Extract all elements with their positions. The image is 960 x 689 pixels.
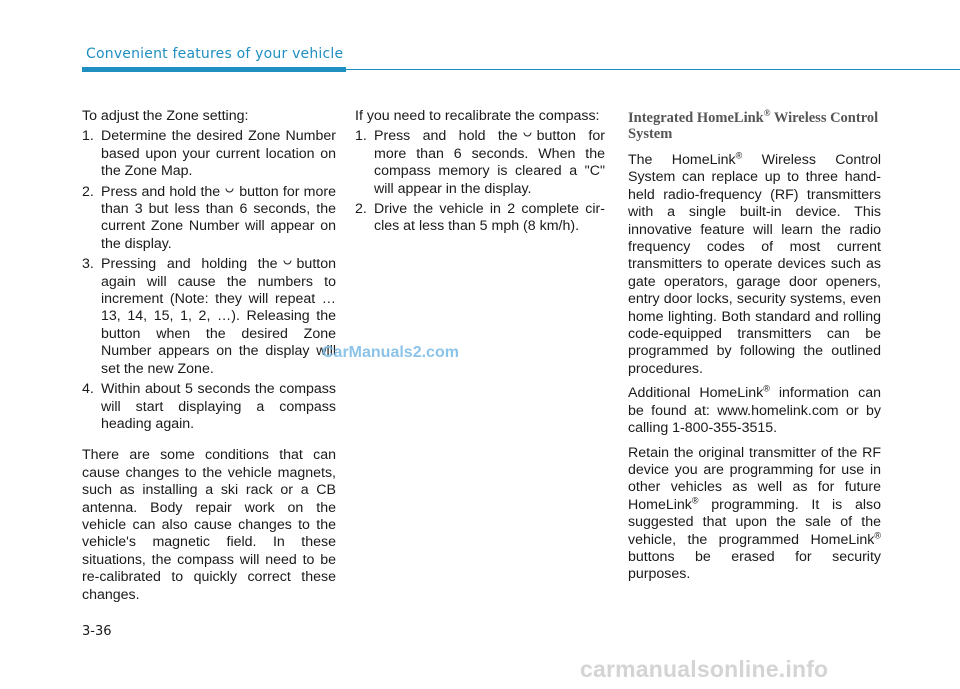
homelink-retain <box>628 445 881 584</box>
step-number: 4. <box>82 381 94 398</box>
step-text: Within about 5 seconds the compass will start displaying a compass heading again. <box>101 381 336 432</box>
column-left <box>82 108 336 611</box>
registered-mark: ® <box>763 108 771 119</box>
compass-button-icon <box>225 186 234 195</box>
section-title: Convenient features of your vehicle <box>86 46 344 62</box>
heading-text: Integrated HomeLink <box>628 110 764 126</box>
text: programming. It is also suggested that upon the sale of the vehicle, the programmed HomeLink <box>628 496 881 548</box>
list-item <box>355 128 605 198</box>
step-number: 2. <box>82 183 94 200</box>
column-right <box>628 108 881 591</box>
watermark-carmanuals2: CarManuals2.com <box>322 344 459 361</box>
compass-button-icon <box>283 258 292 267</box>
step-text: Press and hold the <box>374 128 518 145</box>
list-item <box>82 381 336 433</box>
zone-intro: To adjust the Zone setting: <box>82 108 249 124</box>
step-text: Drive the vehicle in 2 complete circles at less than 5 mph (8 km/h). <box>374 201 605 235</box>
header-rule <box>346 69 960 70</box>
list-item <box>82 184 336 254</box>
text: Retain the original transmitter of the RF device you are programming for use in other vehicles as well as for future HomeLink <box>628 444 881 513</box>
step-text: Determine the desired Zone Number based upon your current location on the Zone Map. <box>101 128 336 180</box>
registered-mark: ® <box>735 150 743 161</box>
text: Wireless Control System can replace up to three handheld radio-frequency (RF) transmitters with a single built-in device. This innovative feature will learn the radio frequency codes of most current transmitters to operate devices such as gate operators, garage door openers, entry door locks, security systems, even home lighting. Both standard and rolling code-equipped transmitters can be programmed by following the outlined procedures. <box>628 152 881 377</box>
column-middle <box>355 108 605 239</box>
step-text: Pressing and holding the <box>101 256 278 273</box>
text: buttons be erased for security purposes. <box>628 548 881 583</box>
zone-steps <box>82 128 336 433</box>
registered-mark: ® <box>763 383 770 394</box>
compass-button-icon <box>523 130 532 139</box>
heading-text: Wireless Control System <box>628 110 879 142</box>
homelink-description <box>628 152 881 378</box>
recalibrate-intro: If you need to recalibrate the compass: <box>355 108 600 124</box>
header-accent-bar <box>82 67 346 72</box>
list-item <box>82 256 336 378</box>
step-text: Press and hold the <box>101 183 221 200</box>
step-text: button for more than 3 but less than 6 seconds, the current Zone Number will appear on the display. <box>101 183 336 252</box>
magnetic-field-paragraph: There are some conditions that can cause changes to the vehicle magnets, such as installing a ski rack or a CB antenna. Body repair work on the vehicle can also cause changes to the vehicle's magnetic field. In these situations, the compass will need to be re-calibrated to quickly correct these changes. <box>82 447 336 603</box>
step-text: button for more than 6 seconds. When the compass memory is cleared a "C" will appear in the display. <box>374 128 605 197</box>
text: information can be found at: www.homelink.com or by calling 1-800-355-3515. <box>628 385 881 437</box>
page-number: 3-36 <box>82 624 112 639</box>
text: Additional HomeLink <box>628 385 764 402</box>
homelink-info <box>628 385 881 437</box>
list-item <box>82 128 336 180</box>
recalibrate-steps <box>355 128 605 235</box>
step-number: 2. <box>355 201 367 218</box>
step-number: 1. <box>355 128 367 145</box>
step-number: 1. <box>82 128 94 145</box>
text: The HomeLink <box>628 152 736 168</box>
step-text: button again will cause the numbers to increment (Note: they will repeat …13, 14, 15, 1, 2, …). Releasing the button when the desired Zone Number appears on the display will set the new Zone. <box>101 256 336 377</box>
watermark-carmanualsonline: carmanualsonline.info <box>580 656 829 682</box>
registered-mark: ® <box>691 494 699 505</box>
registered-mark: ® <box>874 529 881 540</box>
homelink-heading <box>628 110 881 142</box>
step-number: 3. <box>82 256 94 273</box>
list-item <box>355 201 605 236</box>
